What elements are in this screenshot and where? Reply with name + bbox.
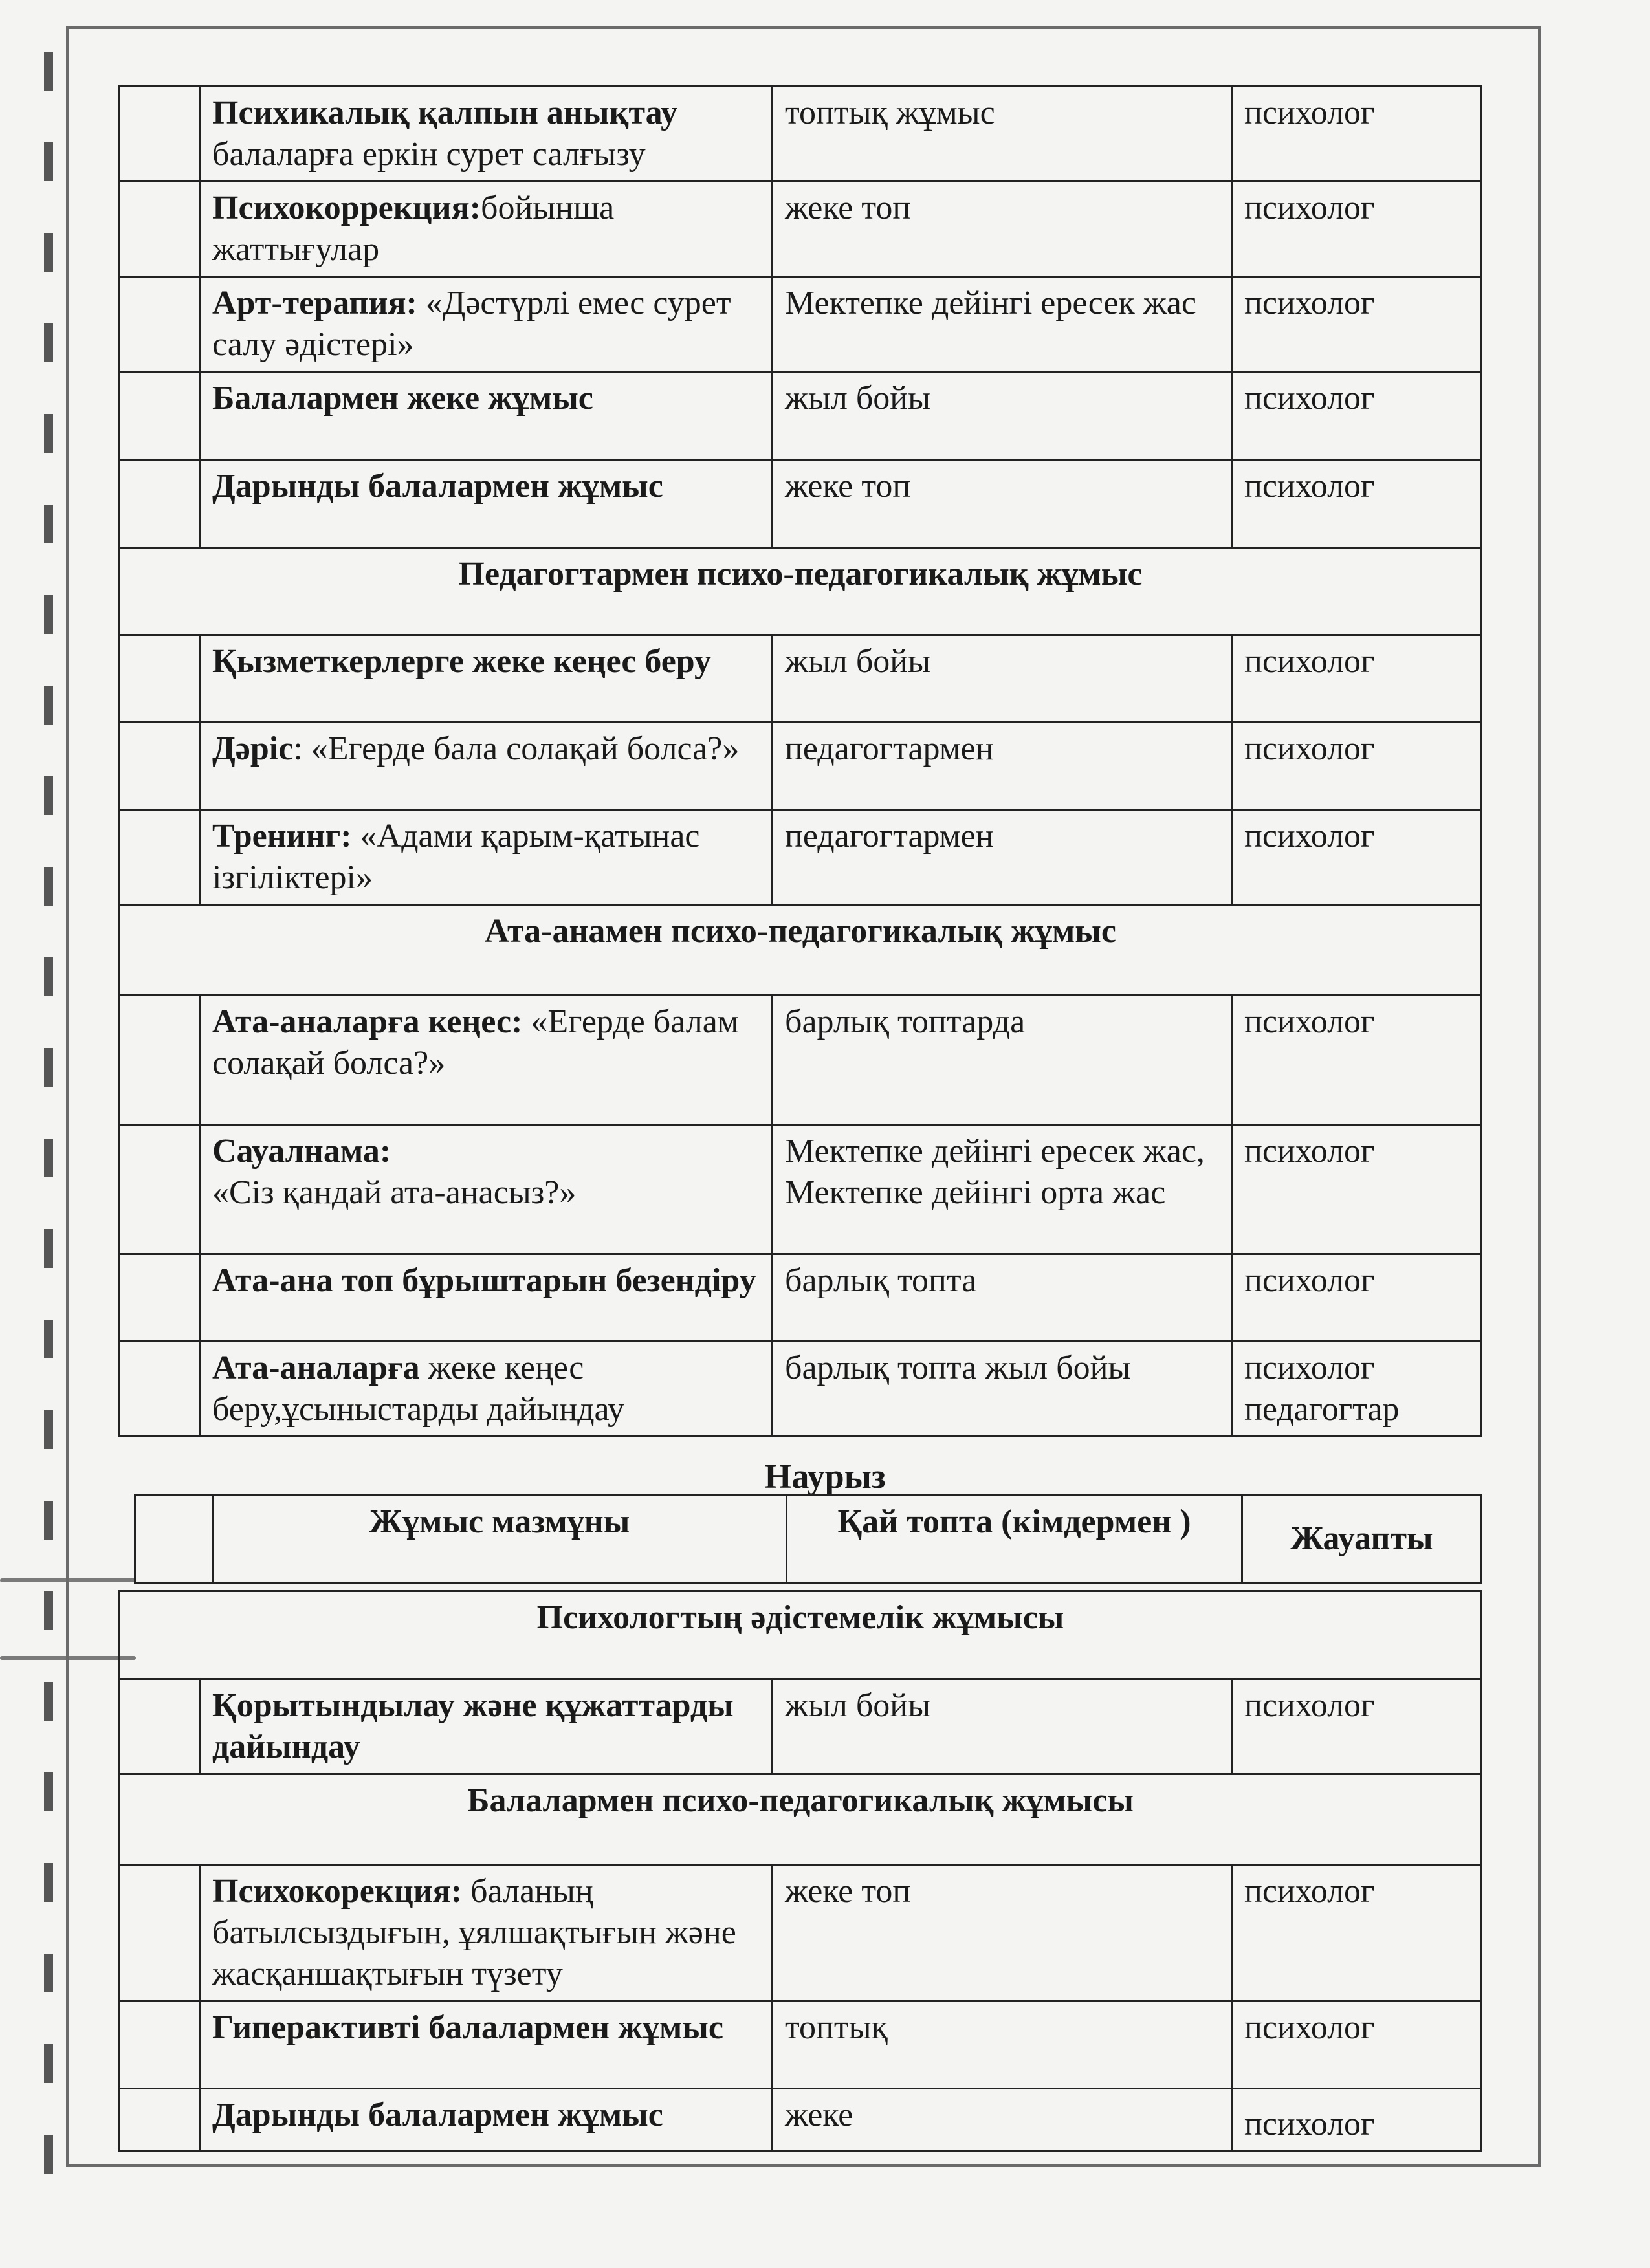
table-row <box>120 1254 1482 1342</box>
responsible: психолог педагогтар <box>1232 1342 1482 1437</box>
month-title: Наурыз <box>764 1457 886 1496</box>
table-row <box>120 87 1482 182</box>
table-row <box>120 277 1482 372</box>
responsible: психолог <box>1232 1125 1482 1254</box>
target-group: топтық <box>773 2001 1232 2089</box>
target-group: жеке топ <box>773 182 1232 277</box>
target-group: жеке <box>773 2089 1232 2152</box>
section-title-methodical: Психологтың әдістемелік жұмысы <box>120 1591 1482 1679</box>
target-group: жеке топ <box>773 460 1232 548</box>
target-group: жыл бойы <box>773 372 1232 460</box>
section-title-children: Балалармен психо-педагогикалық жұмысы <box>120 1774 1482 1865</box>
work-content: Тренинг: «Адами қарым-қатынас ізгіліктері» <box>200 810 773 905</box>
section-row <box>120 548 1482 635</box>
responsible: психолог <box>1232 1254 1482 1342</box>
section-row <box>120 1591 1482 1679</box>
responsible: психолог <box>1232 723 1482 810</box>
target-group: барлық топта <box>773 1254 1232 1342</box>
work-content: Қорытындылау және құжаттарды дайындау <box>200 1679 773 1774</box>
table-row <box>120 996 1482 1125</box>
table-row <box>120 723 1482 810</box>
work-content: Арт-терапия: «Дәстүрлі емес сурет салу әдістері» <box>200 277 773 372</box>
responsible: психолог <box>1232 1865 1482 2001</box>
header-work-content: Жұмыс мазмұны <box>213 1496 787 1583</box>
work-content: Дарынды балалармен жұмыс <box>200 460 773 548</box>
responsible: психолог <box>1232 996 1482 1125</box>
column-header-table <box>134 1494 1482 1584</box>
table-row <box>120 182 1482 277</box>
target-group: жыл бойы <box>773 1679 1232 1774</box>
header-row <box>135 1496 1482 1583</box>
responsible: психолог <box>1232 1679 1482 1774</box>
table-row <box>120 1125 1482 1254</box>
target-group: барлық топтарда <box>773 996 1232 1125</box>
table-row <box>120 372 1482 460</box>
responsible: психолог <box>1232 810 1482 905</box>
target-group: Мектепке дейінгі ересек жас <box>773 277 1232 372</box>
target-group: педагогтармен <box>773 723 1232 810</box>
responsible: психолог <box>1232 277 1482 372</box>
section-title-parents: Ата-анамен психо-педагогикалық жұмыс <box>120 905 1482 996</box>
work-content: Психокорекция: баланың батылсыздығын, ұялшақтығын және жасқаншақтығын түзету <box>200 1865 773 2001</box>
table-row <box>120 635 1482 723</box>
table-row <box>120 1865 1482 2001</box>
work-content: Психокоррекция:бойынша жаттығулар <box>200 182 773 277</box>
table-row <box>120 1342 1482 1437</box>
work-content: Ата-аналарға жеке кеңес беру,ұсыныстарды дайындау <box>200 1342 773 1437</box>
responsible: психолог <box>1232 372 1482 460</box>
work-content: Психикалық қалпын анықтау балаларға еркін сурет салғызу <box>200 87 773 182</box>
table-row <box>120 2089 1482 2152</box>
section-row <box>120 905 1482 996</box>
spiral-binding <box>39 0 65 2268</box>
responsible: психолог <box>1232 87 1482 182</box>
plan-table-bottom <box>118 1590 1482 2152</box>
work-content: Гиперактивті балалармен жұмыс <box>200 2001 773 2089</box>
responsible: психолог <box>1232 2001 1482 2089</box>
plan-table-top <box>118 85 1482 1437</box>
target-group: педагогтармен <box>773 810 1232 905</box>
table-row <box>120 810 1482 905</box>
responsible: психолог <box>1232 2089 1482 2152</box>
table-row <box>120 1679 1482 1774</box>
target-group: жыл бойы <box>773 635 1232 723</box>
work-content: Қызметкерлерге жеке кеңес беру <box>200 635 773 723</box>
target-group: топтық жұмыс <box>773 87 1232 182</box>
work-content: Ата-аналарға кеңес: «Егерде балам солақай болса?» <box>200 996 773 1125</box>
responsible: психолог <box>1232 460 1482 548</box>
work-content: Сауалнама: «Сіз қандай ата-анасыз?» <box>200 1125 773 1254</box>
target-group: барлық топта жыл бойы <box>773 1342 1232 1437</box>
table-row <box>120 460 1482 548</box>
work-content: Дарынды балалармен жұмыс <box>200 2089 773 2152</box>
work-content: Ата-ана топ бұрыштарын безендіру <box>200 1254 773 1342</box>
section-title-teachers: Педагогтармен психо-педагогикалық жұмыс <box>120 548 1482 635</box>
header-responsible: Жауапты <box>1242 1496 1482 1583</box>
section-row <box>120 1774 1482 1865</box>
table-row <box>120 2001 1482 2089</box>
responsible: психолог <box>1232 182 1482 277</box>
work-content: Дәріс: «Егерде бала солақай болса?» <box>200 723 773 810</box>
header-target-group: Қай топта (кімдермен ) <box>787 1496 1242 1583</box>
target-group: жеке топ <box>773 1865 1232 2001</box>
work-content: Балалармен жеке жұмыс <box>200 372 773 460</box>
responsible: психолог <box>1232 635 1482 723</box>
target-group: Мектепке дейінгі ересек жас, Мектепке дейінгі орта жас <box>773 1125 1232 1254</box>
